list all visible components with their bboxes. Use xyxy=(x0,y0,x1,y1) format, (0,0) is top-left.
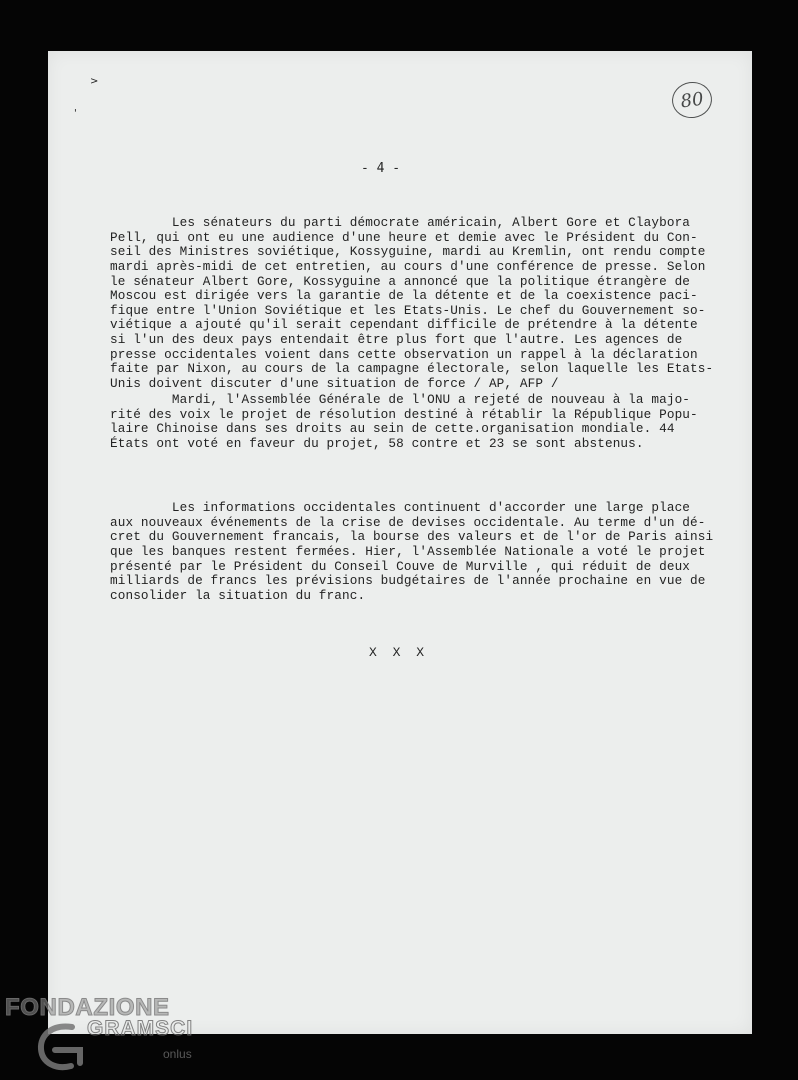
text-line: États ont voté en faveur du projet, 58 contre et 23 se sont abstenus. xyxy=(110,435,644,451)
page-number: - 4 - xyxy=(361,161,401,176)
text-line: rité des voix le projet de résolution destiné à rétablir la République Popu- xyxy=(110,406,698,422)
text-line: consolider la situation du franc. xyxy=(110,587,366,603)
text-line: Unis doivent discuter d'une situation de force / AP, AFP / xyxy=(110,376,559,392)
text-line: le sénateur Albert Gore, Kossyguine a annoncé que la politique étrangère de xyxy=(110,273,691,289)
text-line: Les informations occidentales continuent d'accorder une large place xyxy=(110,500,691,515)
text-line: viétique a ajouté qu'il serait cependant difficile de prétendre à la détente xyxy=(110,317,698,333)
margin-mark-side: ' xyxy=(74,108,77,119)
handwritten-page-number: 80 xyxy=(679,88,705,112)
paragraph-currency-crisis xyxy=(110,501,720,603)
text-line: que les banques restent fermées. Hier, l'Assemblée Nationale a voté le projet xyxy=(110,543,706,559)
text-line: presse occidentales voient dans cette observation un rappel à la déclaration xyxy=(110,346,698,362)
paragraph-onu-resolution xyxy=(110,393,720,452)
watermark-subname: GRAMSCI xyxy=(87,1017,194,1040)
text-line: seil des Ministres soviétique, Kossyguine, mardi au Kremlin, ont rendu compte xyxy=(110,244,706,260)
text-line: fique entre l'Union Soviétique et les Etats-Unis. Le chef du Gouvernement so- xyxy=(110,302,706,318)
text-line: Pell, qui ont eu une audience d'une heure et demie avec le Président du Con- xyxy=(110,229,698,245)
archive-watermark xyxy=(5,994,220,1078)
handwritten-page-marker xyxy=(670,79,715,120)
paragraph-kossyguine-meeting xyxy=(110,216,720,392)
text-line: Mardi, l'Assemblée Générale de l'ONU a rejeté de nouveau à la majo- xyxy=(110,392,691,407)
text-line: mardi après-midi de cet entretien, au cours d'une conférence de presse. Selon xyxy=(110,258,706,274)
text-line: présenté par le Président du Conseil Couve de Murville , qui réduit de deux xyxy=(110,558,691,574)
text-line: si l'un des deux pays entendait être plus fort que l'autre. Les agences de xyxy=(110,332,683,348)
typewritten-page xyxy=(48,51,752,1034)
text-line: laire Chinoise dans ses droits au sein de cette.organisation mondiale. 44 xyxy=(110,421,675,437)
watermark-name: FONDAZIONE xyxy=(5,994,170,1021)
end-marker: X X X xyxy=(369,645,429,660)
text-line: faite par Nixon, au cours de la campagne électorale, selon laquelle les Etats- xyxy=(110,361,714,377)
text-line: Moscou est dirigée vers la garantie de la détente et de la coexistence paci- xyxy=(110,288,698,304)
text-line: milliards de francs les prévisions budgétaires de l'année prochaine en vue de xyxy=(110,573,706,589)
text-line: aux nouveaux événements de la crise de devises occidentale. Au terme d'un dé- xyxy=(110,514,706,530)
watermark-tagline: onlus xyxy=(163,1047,192,1061)
text-line: Les sénateurs du parti démocrate américain, Albert Gore et Claybora xyxy=(110,215,691,230)
text-line: cret du Gouvernement francais, la bourse des valeurs et de l'or de Paris ainsi xyxy=(110,529,714,545)
margin-mark-top: > xyxy=(90,76,99,87)
